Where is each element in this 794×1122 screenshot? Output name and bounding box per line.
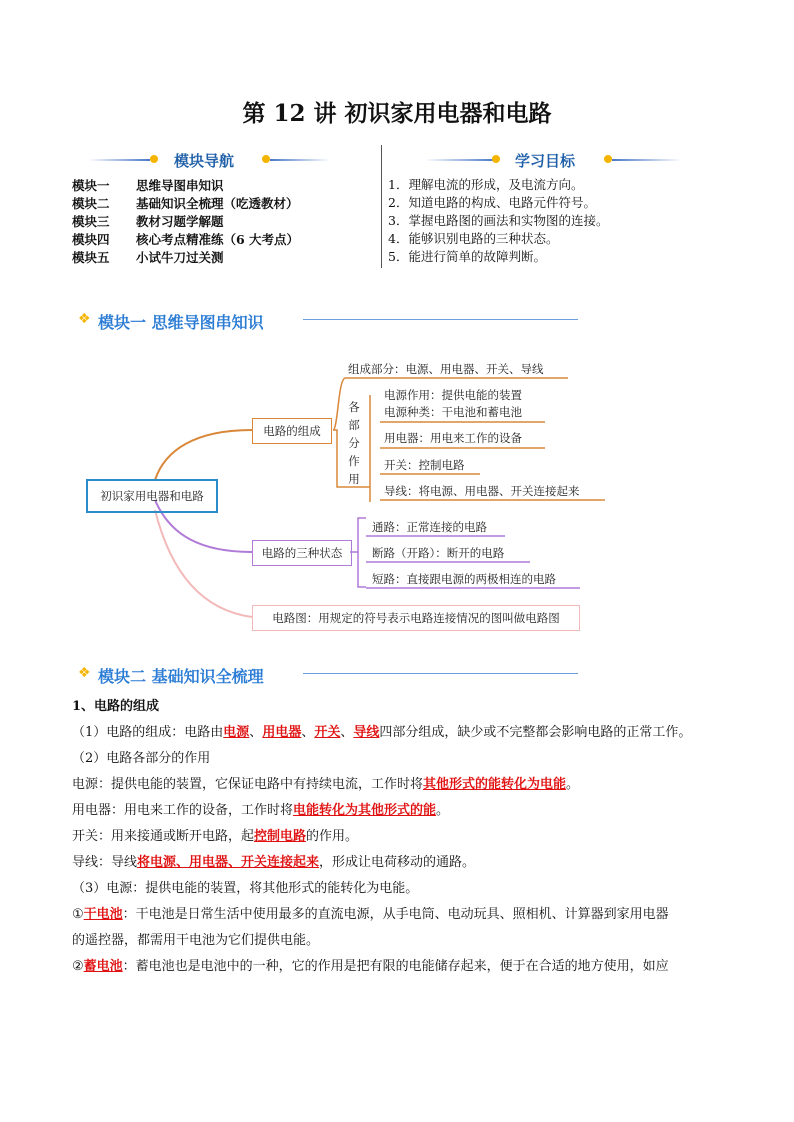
dot-icon xyxy=(150,155,158,163)
paragraph: 用电器：用电来工作的设备，工作时将电能转化为其他形式的能。 xyxy=(72,803,450,818)
nav-header: 模块导航 xyxy=(174,152,235,170)
paragraph: ②蓄电池：蓄电池也是电池中的一种，它的作用是把有限的电能储存起来，便于在合适的地方使用，如应 xyxy=(72,959,669,974)
goal-item: 4．能够识别电路的三种状态。 xyxy=(388,231,559,246)
nav-header-line-left xyxy=(88,159,150,161)
mindmap-leaf: 开关：控制电路 xyxy=(384,458,465,472)
subheading: 1、电路的组成 xyxy=(72,699,160,714)
mindmap-leaf: 导线：将电源、用电器、开关连接起来 xyxy=(384,484,580,498)
nav-item[interactable]: 模块四 核心考点精准练（6 大考点） xyxy=(72,232,300,247)
goals-header-line-right xyxy=(612,159,682,161)
diamond-icon: ❖ xyxy=(78,311,91,327)
goal-item: 5．能进行简单的故障判断。 xyxy=(388,249,546,264)
nav-header-line-right xyxy=(270,159,330,161)
goal-item: 2．知道电路的构成、电路元件符号。 xyxy=(388,195,596,210)
mindmap-node-composition: 电路的组成 xyxy=(252,418,332,444)
connector-b3 xyxy=(155,510,252,617)
mindmap-vertical-label: 各 部 分 作 用 xyxy=(348,400,360,486)
mindmap-leaf: 断路（开路）：断开的电路 xyxy=(372,546,505,560)
mindmap-leaf: 电源作用：提供电能的装置 xyxy=(384,388,522,402)
mindmap-leaf: 通路：正常连接的电路 xyxy=(372,520,487,534)
mindmap-leaf: 电源种类：干电池和蓄电池 xyxy=(384,405,522,419)
goals-header: 学习目标 xyxy=(515,152,576,170)
diamond-icon: ❖ xyxy=(78,665,91,681)
paragraph: ①干电池：干电池是日常生活中使用最多的直流电源，从手电筒、电动玩具、照相机、计算器到家用电器 xyxy=(72,907,669,922)
section1-title: 模块一 思维导图串知识 xyxy=(98,313,264,332)
content-body xyxy=(72,694,732,980)
mindmap-node-diagram: 电路图：用规定的符号表示电路连接情况的图叫做电路图 xyxy=(252,605,580,631)
paragraph: （1）电路的组成：电路由电源、用电器、开关、导线四部分组成，缺少或不完整都会影响电路的正常工作。 xyxy=(72,725,692,740)
goal-item: 1．理解电流的形成，及电流方向。 xyxy=(388,177,584,192)
nav-item[interactable]: 模块二 基础知识全梳理（吃透教材） xyxy=(72,196,299,211)
paragraph: 开关：用来接通或断开电路，起控制电路的作用。 xyxy=(72,829,359,844)
section2-rule xyxy=(303,673,578,674)
mindmap-leaf: 用电器：用电来工作的设备 xyxy=(384,431,522,445)
connector-b1 xyxy=(155,430,252,480)
paragraph: 的遥控器，都需用干电池为它们提供电能。 xyxy=(72,933,320,948)
page-title: 第 12 讲 初识家用电器和电路 xyxy=(242,100,552,127)
column-divider xyxy=(381,145,382,268)
paragraph: （3）电源：提供电能的装置，将其他形式的能转化为电能。 xyxy=(72,881,419,896)
goal-item: 3．掌握电路图的画法和实物图的连接。 xyxy=(388,213,609,228)
mindmap-node-states: 电路的三种状态 xyxy=(252,540,352,566)
nav-item[interactable]: 模块三 教材习题学解题 xyxy=(72,214,224,229)
dot-icon xyxy=(492,155,500,163)
paragraph: （2）电路各部分的作用 xyxy=(72,751,211,766)
mindmap-root: 初识家用电器和电路 xyxy=(86,479,218,513)
paragraph: 电源：提供电能的装置，它保证电路中有持续电流，工作时将其他形式的能转化为电能。 xyxy=(72,777,580,792)
section1-rule xyxy=(303,319,578,320)
dot-icon xyxy=(604,155,612,163)
learning-goals-list xyxy=(388,176,608,266)
mindmap-leaf: 短路：直接跟电源的两极相连的电路 xyxy=(372,572,556,586)
module-nav-list xyxy=(72,177,299,267)
paragraph: 导线：导线将电源、用电器、开关连接起来，形成让电荷移动的通路。 xyxy=(72,855,476,870)
dot-icon xyxy=(262,155,270,163)
section2-title: 模块二 基础知识全梳理 xyxy=(98,667,264,686)
nav-item[interactable]: 模块一 思维导图串知识 xyxy=(72,178,224,193)
mindmap-leaf: 组成部分：电源、用电器、开关、导线 xyxy=(348,362,544,376)
nav-item[interactable]: 模块五 小试牛刀过关测 xyxy=(72,250,224,265)
goals-header-line-left xyxy=(425,159,495,161)
